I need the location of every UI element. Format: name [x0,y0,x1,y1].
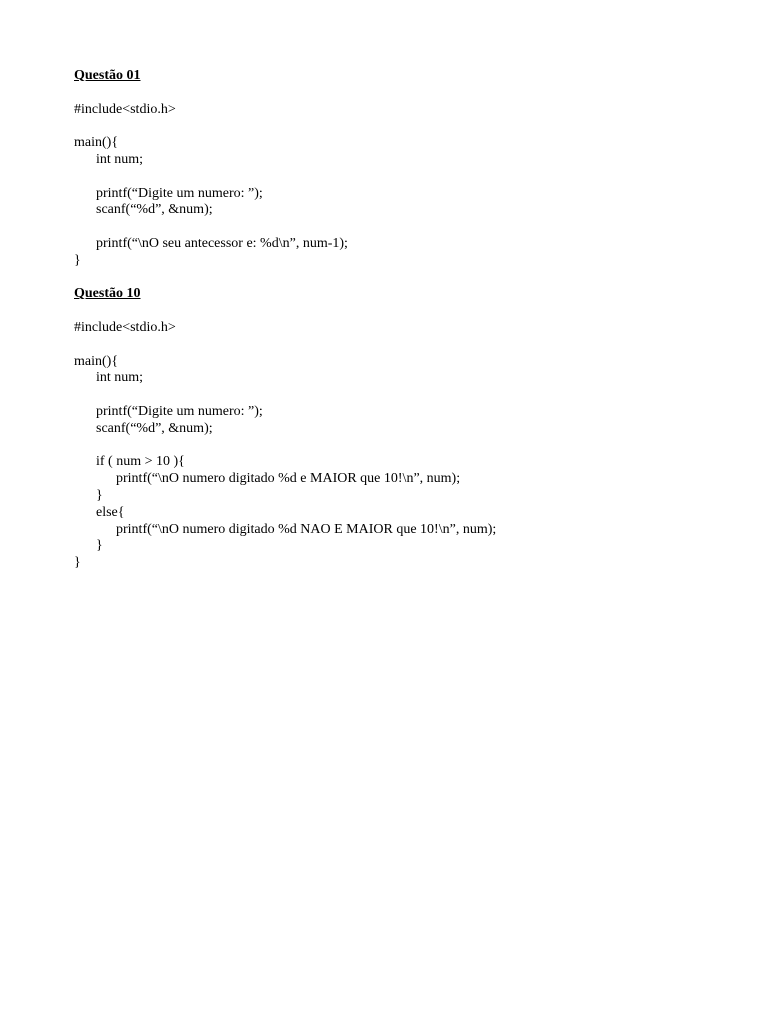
q10-scanf-line: scanf(“%d”, &num); [96,420,213,436]
q1-scanf-line: scanf(“%d”, &num); [96,202,213,218]
q10-printf-maior-line: printf(“\nO numero digitado %d e MAIOR que 10!\n”, num); [116,471,461,487]
q1-printf-result-line: printf(“\nO seu antecessor e: %d\n”, num-1); [96,235,348,251]
q10-else-close-line: } [96,538,103,554]
q10-include-line: #include<stdio.h> [74,319,176,335]
blank-line [74,118,714,135]
blank-line [74,337,714,354]
q1-declaration-line: int num; [96,151,144,167]
q10-if-open-line: if ( num > 10 ){ [96,454,185,470]
question-01-title: Questão 01 [74,68,141,83]
q10-printf-nao-maior-line: printf(“\nO numero digitado %d NAO E MAIOR que 10!\n”, num); [116,521,497,537]
q1-main-close-line: } [74,252,81,268]
blank-line [74,169,714,186]
blank-line [74,219,714,236]
q10-main-close-line: } [74,555,81,571]
q1-include-line: #include<stdio.h> [74,101,176,117]
blank-line [74,270,714,287]
blank-line [74,303,714,320]
question-10-title: Questão 10 [74,286,141,302]
q1-printf-prompt-line: printf(“Digite um numero: ”); [96,185,263,201]
document-content [74,68,714,572]
blank-line [74,438,714,455]
q10-printf-prompt-line: printf(“Digite um numero: ”); [96,403,263,419]
blank-line [74,85,714,102]
q10-main-open-line: main(){ [74,353,119,369]
blank-line [74,387,714,404]
q1-main-open-line: main(){ [74,135,119,151]
q10-if-close-line: } [96,487,103,503]
q10-else-open-line: else{ [96,504,125,520]
q10-declaration-line: int num; [96,370,144,386]
